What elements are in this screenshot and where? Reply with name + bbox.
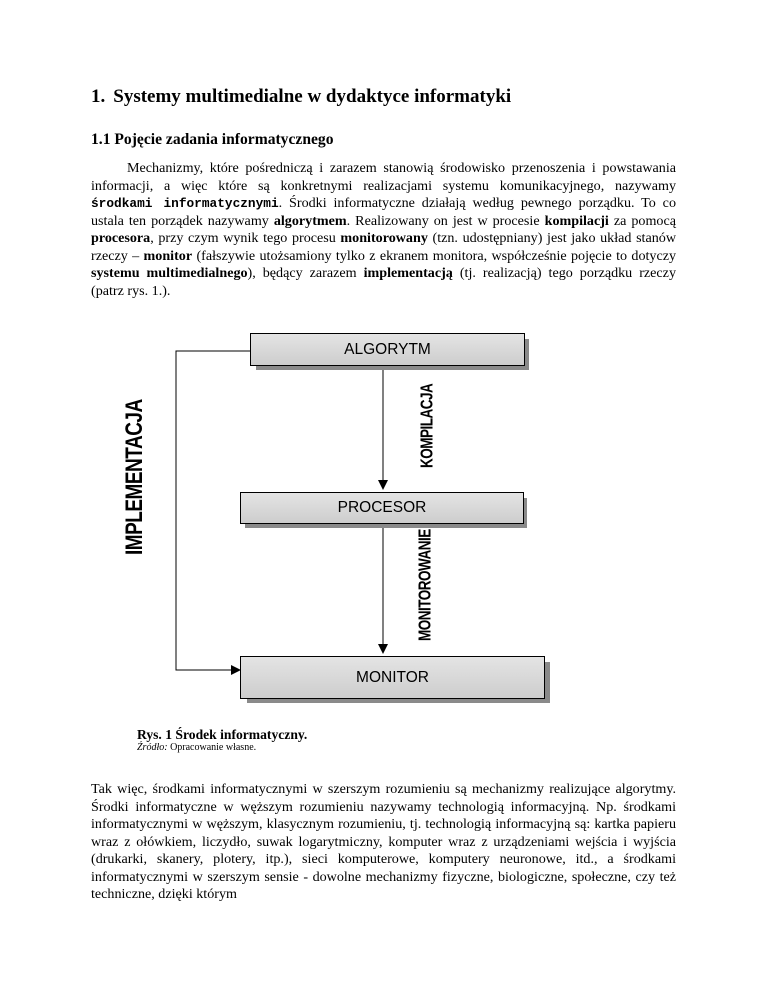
label-monitorowanie: MONITOROWANIE [415, 529, 435, 641]
section-heading: 1.1 Pojęcie zadania informatycznego [91, 131, 334, 148]
term-implementacja: implementacją [363, 265, 453, 281]
chapter-title: Systemy multimedialne w dydaktyce informatyki [113, 86, 512, 107]
term-srodki: środkami informatycznymi [91, 196, 279, 211]
box-procesor: PROCESOR [240, 492, 524, 524]
term-kompilacja: kompilacji [544, 212, 609, 229]
paragraph-body: Tak więc, środkami informatycznymi w szerszym rozumieniu są mechanizmy realizujące algorytmy. Środki informatyczne w węższym rozumieniu nazywamy technologią informacyjną. Np. środkami informatycznymi w węższym, klasycznym rozumieniu, tj. technologią informacyjną są: kartka papieru wraz z ołówkiem, liczydło, suwak logarytmiczny, komputer wraz z urządzeniami wejścia i wyjścia (drukarki, skanery, plotery, itp.), sieci komputerowe, komputery neuronowe, itd., a środkami informatycznymi w szerszym sensie - dowolne mechanizmy fizyczne, biologiczne, społeczne, czy też techniczne, dzięki którym [91, 781, 676, 902]
source-label: Źródło: [137, 742, 168, 753]
figure-source [137, 742, 256, 753]
term-monitorowany: monitorowany [340, 230, 428, 246]
implementacja-line [176, 351, 250, 670]
term-system-multimedialny: systemu multimedialnego [91, 265, 248, 281]
label-kompilacja: KOMPILACJA [417, 383, 437, 468]
source-text: Opracowanie własne. [167, 742, 257, 753]
figure-caption: Rys. 1 Środek informatyczny. [137, 727, 308, 742]
box-monitor: MONITOR [240, 656, 545, 699]
term-procesor: procesora [91, 230, 151, 246]
box-algorytm: ALGORYTM [250, 333, 525, 366]
term-algorytm: algorytmem [273, 212, 347, 229]
term-monitor: monitor [143, 247, 193, 264]
paragraph-intro: Mechanizmy, które pośredniczą i zarazem stanowią środowisko przenoszenia i powstawania informacji, a więc które są konkretnymi realizacjami systemu komunikacyjnego, nazywamy środkami informatycznymi. Środki informatyczne działają według pewnego porządku. To co ustala ten porządek nazywamy algorytmem. Realizowany on jest w procesie kompilacji za pomocą procesora, przy czym wynik tego procesu monitorowany (tzn. udostępniany) jest jako układ stanów rzeczy – monitor (fałszywie utożsamiony tylko z ekranem monitora, współcześnie pojęcie to dotyczy systemu multimedialnego), będący zarazem implementacją (tj. realizacją) tego porządku rzeczy (patrz rys. 1.). [91, 160, 677, 299]
chapter-number: 1. [91, 86, 106, 107]
label-implementacja: IMPLEMENTACJA [122, 399, 149, 555]
